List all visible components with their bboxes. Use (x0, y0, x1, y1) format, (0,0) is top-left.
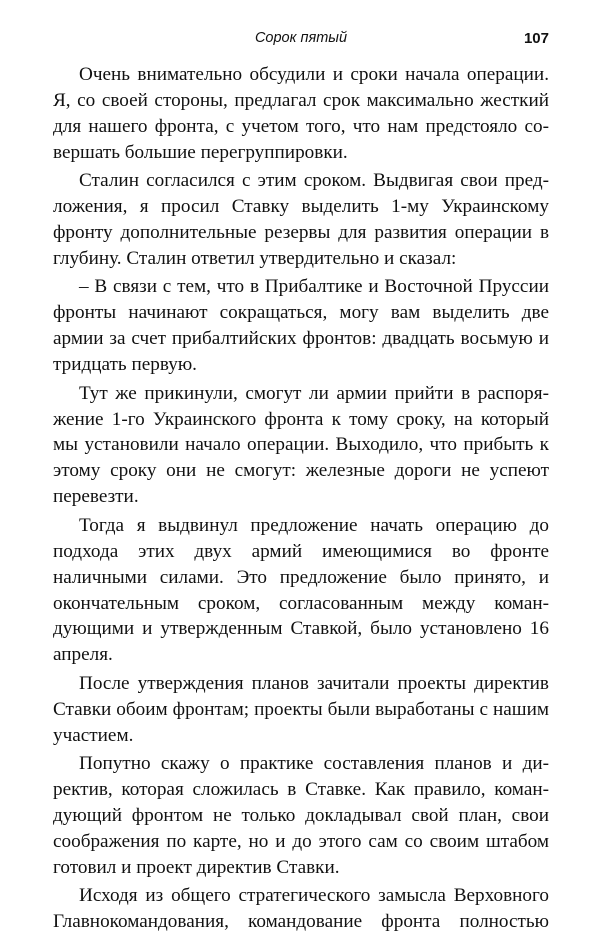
page-header (53, 30, 549, 52)
body-text (53, 62, 549, 938)
paragraph: Сталин согласился с этим сроком. Выдвигая свои предложения, я просил Ставку выделить 1-му Украинскому фронту дополнительные резервы для развития операции в глубину. Сталин ответил утвердительно и сказал: (53, 170, 549, 269)
paragraph: Попутно скажу о практике составления планов и директив, которая сложилась в Ставке. Как правило, командующий фронтом не только докладывал свой план, свои соображения по карте, но и до этого сам со своим штабом готовил и проект директив Ставки. (53, 753, 549, 878)
dialogue-paragraph: – В связи с тем, что в Прибалтике и Восточной Пруссии фронты начинают сокращаться, могу вам выделить две армии за счет прибалтийских фронтов: двадцать восьмую и тридцать первую. (53, 276, 549, 376)
paragraph: Тут же прикинули, смогут ли армии прийти в распоряжение 1-го Украинского фронта к тому сроку, на который мы установили начало операции. Выходило, что прибыть к этому сроку они не смогут: железные дороги не успеют перевезти. (53, 382, 549, 508)
paragraph: Исходя из общего стратегического замысла Верховного Главнокомандования, командование фронта полностью (53, 885, 549, 933)
running-title: Сорок пятый (254, 30, 348, 46)
page-number: 107 (523, 30, 549, 47)
paragraph: Очень внимательно обсудили и сроки начала операции. Я, со своей стороны, предлагал срок максимально жесткий для нашего фронта, с учетом того, что нам предстояло совершать большие перегруппировки. (53, 64, 549, 163)
paragraph: Тогда я выдвинул предложение начать операцию до подхода этих двух армий имеющимися во фронте наличными силами. Это предложение было принято, и окончательным сроком, согласованным между командующими и утвержденным Ставкой, было установлено 16 апреля. (53, 514, 549, 666)
paragraph: После утверждения планов зачитали проекты директив Ставки обоим фронтам; проекты были выработаны с нашим участием. (53, 672, 549, 746)
